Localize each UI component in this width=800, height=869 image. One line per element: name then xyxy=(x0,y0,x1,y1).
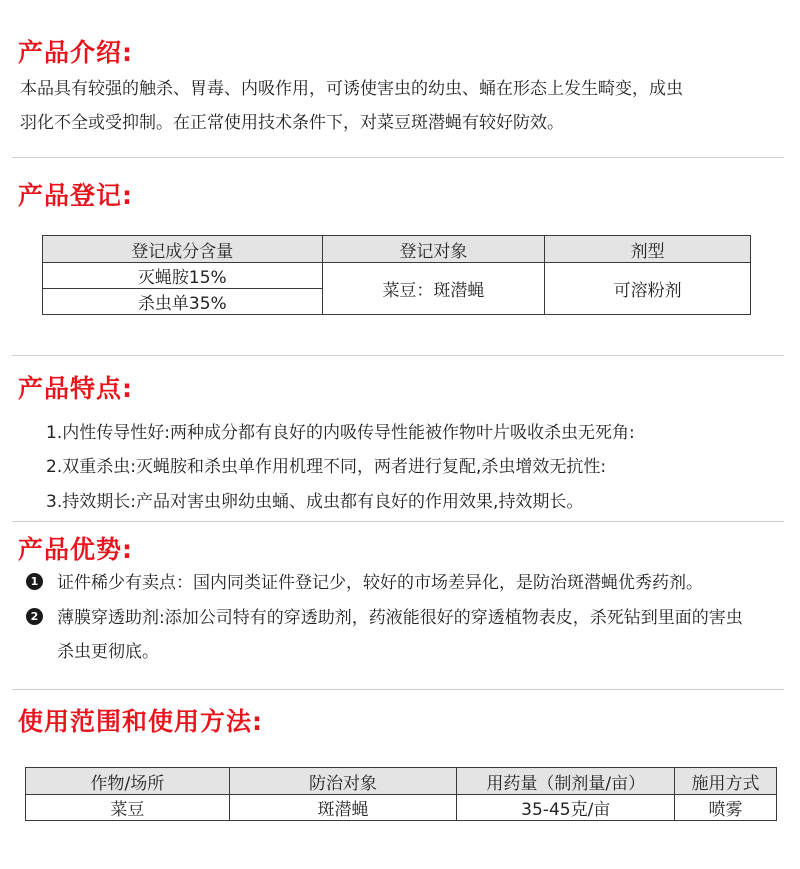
number-1-icon: 1 xyxy=(26,573,43,590)
usage-header-cell: 作物/场所 xyxy=(26,768,230,795)
registration-heading: 产品登记: xyxy=(18,181,133,210)
usage-header-cell: 施用方式 xyxy=(675,768,777,795)
ingredient-cell: 杀虫单35% xyxy=(43,289,323,315)
divider xyxy=(12,157,784,158)
divider xyxy=(12,521,784,522)
advantage-item-1 xyxy=(26,566,786,600)
usage-cell: 喷雾 xyxy=(675,795,777,821)
features-heading: 产品特点: xyxy=(18,374,133,403)
feature-item-3: 3.持效期长:产品对害虫卵幼虫蛹、成虫都有良好的作用效果,持效期长。 xyxy=(46,492,584,512)
table-row xyxy=(26,795,777,821)
usage-cell: 35-45克/亩 xyxy=(457,795,675,821)
usage-header-row xyxy=(26,768,777,795)
target-cell: 菜豆：斑潜蝇 xyxy=(322,263,545,315)
divider xyxy=(12,689,784,690)
advantage-text-continued: 杀虫更彻底。 xyxy=(57,642,159,662)
number-2-icon: 2 xyxy=(26,608,43,625)
registration-header-cell: 剂型 xyxy=(545,236,751,263)
usage-header-cell: 用药量（制剂量/亩） xyxy=(457,768,675,795)
usage-heading: 使用范围和使用方法: xyxy=(18,707,263,736)
advantage-text: 薄膜穿透助剂:添加公司特有的穿透助剂，药液能很好的穿透植物表皮，杀死钻到里面的害虫 xyxy=(57,608,743,628)
feature-item-2: 2.双重杀虫:灭蝇胺和杀虫单作用机理不同，两者进行复配,杀虫增效无抗性: xyxy=(46,457,607,477)
usage-header-cell: 防治对象 xyxy=(229,768,457,795)
intro-line-1: 本品具有较强的触杀、胃毒、内吸作用，可诱使害虫的幼虫、蛹在形态上发生畸变，成虫 xyxy=(20,79,683,99)
formulation-cell: 可溶粉剂 xyxy=(545,263,751,315)
usage-table xyxy=(25,767,777,821)
intro-heading: 产品介绍: xyxy=(18,38,133,67)
advantages-heading: 产品优势: xyxy=(18,535,133,564)
intro-text xyxy=(20,72,780,140)
registration-table xyxy=(42,235,751,315)
registration-header-cell: 登记对象 xyxy=(322,236,545,263)
registration-header-cell: 登记成分含量 xyxy=(43,236,323,263)
usage-cell: 斑潜蝇 xyxy=(229,795,457,821)
intro-line-2: 羽化不全或受抑制。在正常使用技术条件下，对菜豆斑潜蝇有较好防效。 xyxy=(20,113,564,133)
usage-cell: 菜豆 xyxy=(26,795,230,821)
advantage-item-2 xyxy=(26,601,786,669)
advantage-text: 证件稀少有卖点：国内同类证件登记少，较好的市场差异化，是防治斑潜蝇优秀药剂。 xyxy=(57,573,703,593)
ingredient-cell: 灭蝇胺15% xyxy=(43,263,323,289)
table-row xyxy=(43,263,751,289)
divider xyxy=(12,355,784,356)
feature-item-1: 1.内性传导性好:两种成分都有良好的内吸传导性能被作物叶片吸收杀虫无死角: xyxy=(46,423,635,443)
registration-header-row xyxy=(43,236,751,263)
